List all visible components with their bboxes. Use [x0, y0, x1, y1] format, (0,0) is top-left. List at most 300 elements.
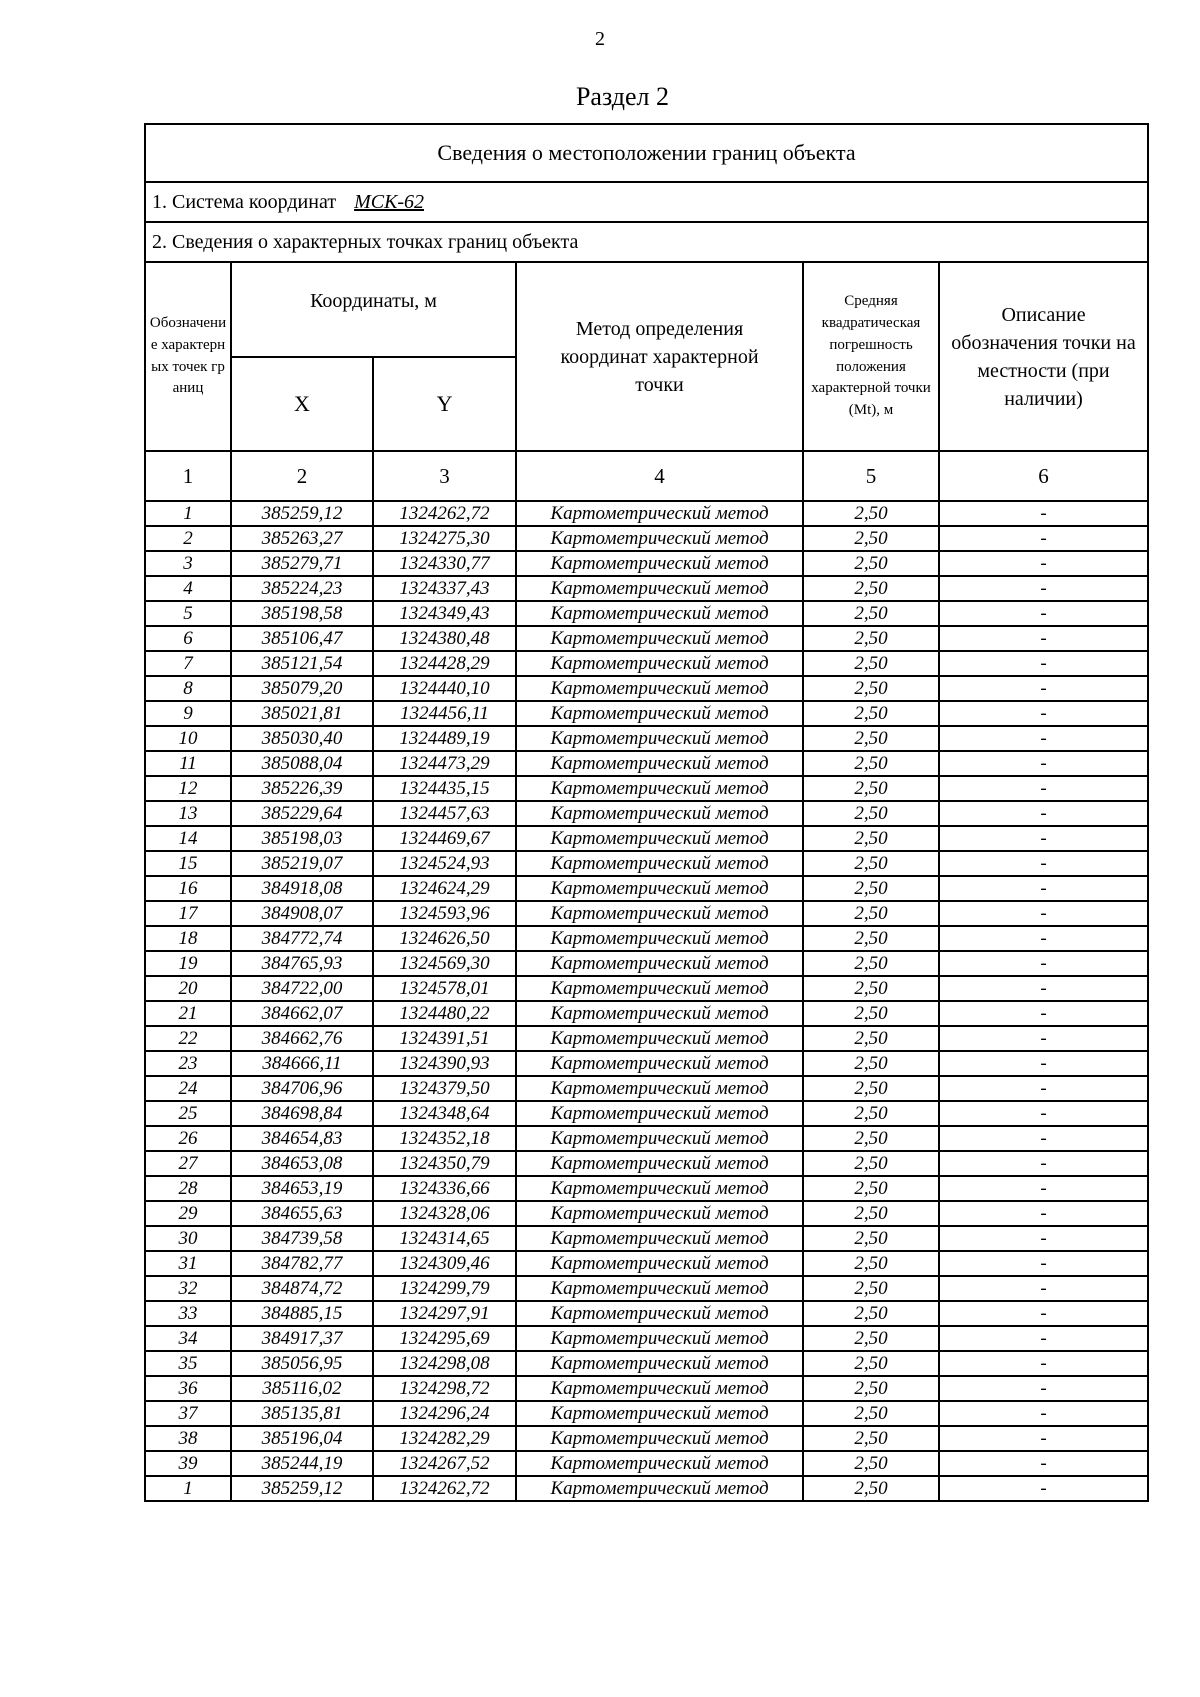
x-cell: 385030,40 — [231, 726, 373, 751]
description-cell: - — [939, 851, 1147, 876]
y-cell: 1324457,63 — [373, 801, 516, 826]
method-cell: Картометрический метод — [516, 1201, 803, 1226]
error-cell: 2,50 — [803, 1401, 939, 1426]
x-cell: 385021,81 — [231, 701, 373, 726]
point-id-cell: 3 — [146, 551, 231, 576]
x-cell: 384765,93 — [231, 951, 373, 976]
table-row — [146, 1101, 1147, 1126]
description-cell: - — [939, 1201, 1147, 1226]
error-cell: 2,50 — [803, 751, 939, 776]
header-error: Средняя квадратическая погрешность положения характерной точки (Mt), м — [803, 263, 939, 451]
description-cell: - — [939, 1126, 1147, 1151]
point-id-cell: 31 — [146, 1251, 231, 1276]
table-row — [146, 1201, 1147, 1226]
error-cell: 2,50 — [803, 1026, 939, 1051]
method-cell: Картометрический метод — [516, 1151, 803, 1176]
method-cell: Картометрический метод — [516, 901, 803, 926]
error-cell: 2,50 — [803, 676, 939, 701]
method-cell: Картометрический метод — [516, 1126, 803, 1151]
error-cell: 2,50 — [803, 1476, 939, 1500]
description-cell: - — [939, 1401, 1147, 1426]
point-id-cell: 16 — [146, 876, 231, 901]
description-cell: - — [939, 726, 1147, 751]
y-cell: 1324435,15 — [373, 776, 516, 801]
y-cell: 1324262,72 — [373, 1476, 516, 1500]
point-id-cell: 12 — [146, 776, 231, 801]
y-cell: 1324314,65 — [373, 1226, 516, 1251]
method-cell: Картометрический метод — [516, 1176, 803, 1201]
y-cell: 1324456,11 — [373, 701, 516, 726]
method-cell: Картометрический метод — [516, 1376, 803, 1401]
method-cell: Картометрический метод — [516, 926, 803, 951]
description-cell: - — [939, 501, 1147, 526]
description-cell: - — [939, 1426, 1147, 1451]
description-cell: - — [939, 676, 1147, 701]
description-cell: - — [939, 976, 1147, 1001]
y-cell: 1324282,29 — [373, 1426, 516, 1451]
table-row — [146, 526, 1147, 551]
point-id-cell: 21 — [146, 1001, 231, 1026]
error-cell: 2,50 — [803, 1376, 939, 1401]
x-cell: 385259,12 — [231, 1476, 373, 1500]
x-cell: 384706,96 — [231, 1076, 373, 1101]
description-cell: - — [939, 1226, 1147, 1251]
x-cell: 385224,23 — [231, 576, 373, 601]
error-cell: 2,50 — [803, 1051, 939, 1076]
error-cell: 2,50 — [803, 1126, 939, 1151]
error-cell: 2,50 — [803, 901, 939, 926]
method-cell: Картометрический метод — [516, 676, 803, 701]
table-row — [146, 1326, 1147, 1351]
error-cell: 2,50 — [803, 926, 939, 951]
point-id-cell: 8 — [146, 676, 231, 701]
description-cell: - — [939, 1276, 1147, 1301]
table-row — [146, 1301, 1147, 1326]
table-row — [146, 1076, 1147, 1101]
x-cell: 384908,07 — [231, 901, 373, 926]
table-row — [146, 551, 1147, 576]
column-number: 3 — [373, 451, 516, 501]
x-cell: 385056,95 — [231, 1351, 373, 1376]
y-cell: 1324440,10 — [373, 676, 516, 701]
method-cell: Картометрический метод — [516, 1351, 803, 1376]
method-cell: Картометрический метод — [516, 951, 803, 976]
table-row — [146, 1351, 1147, 1376]
column-number: 6 — [939, 451, 1147, 501]
point-id-cell: 35 — [146, 1351, 231, 1376]
error-cell: 2,50 — [803, 851, 939, 876]
error-cell: 2,50 — [803, 876, 939, 901]
x-cell: 385263,27 — [231, 526, 373, 551]
x-cell: 384655,63 — [231, 1201, 373, 1226]
y-cell: 1324624,29 — [373, 876, 516, 901]
table-row — [146, 826, 1147, 851]
point-id-cell: 38 — [146, 1426, 231, 1451]
method-cell: Картометрический метод — [516, 1001, 803, 1026]
y-cell: 1324473,29 — [373, 751, 516, 776]
method-cell: Картометрический метод — [516, 501, 803, 526]
point-id-cell: 15 — [146, 851, 231, 876]
description-cell: - — [939, 1101, 1147, 1126]
coord-system-row — [146, 183, 1147, 223]
y-cell: 1324352,18 — [373, 1126, 516, 1151]
error-cell: 2,50 — [803, 726, 939, 751]
description-cell: - — [939, 801, 1147, 826]
error-cell: 2,50 — [803, 951, 939, 976]
table-row — [146, 976, 1147, 1001]
error-cell: 2,50 — [803, 801, 939, 826]
point-id-cell: 29 — [146, 1201, 231, 1226]
method-cell: Картометрический метод — [516, 1326, 803, 1351]
error-cell: 2,50 — [803, 651, 939, 676]
x-cell: 384739,58 — [231, 1226, 373, 1251]
description-cell: - — [939, 1026, 1147, 1051]
method-cell: Картометрический метод — [516, 851, 803, 876]
page-number: 2 — [595, 28, 605, 50]
point-id-cell: 10 — [146, 726, 231, 751]
error-cell: 2,50 — [803, 1301, 939, 1326]
method-cell: Картометрический метод — [516, 1301, 803, 1326]
description-cell: - — [939, 526, 1147, 551]
point-id-cell: 14 — [146, 826, 231, 851]
method-cell: Картометрический метод — [516, 751, 803, 776]
y-cell: 1324349,43 — [373, 601, 516, 626]
table-row — [146, 1401, 1147, 1426]
point-id-cell: 28 — [146, 1176, 231, 1201]
x-cell: 385198,03 — [231, 826, 373, 851]
error-cell: 2,50 — [803, 1076, 939, 1101]
description-cell: - — [939, 1326, 1147, 1351]
x-cell: 385196,04 — [231, 1426, 373, 1451]
point-id-cell: 7 — [146, 651, 231, 676]
method-cell: Картометрический метод — [516, 1476, 803, 1500]
point-id-cell: 1 — [146, 501, 231, 526]
description-cell: - — [939, 1176, 1147, 1201]
point-id-cell: 23 — [146, 1051, 231, 1076]
table-row — [146, 701, 1147, 726]
description-cell: - — [939, 1251, 1147, 1276]
x-cell: 384662,76 — [231, 1026, 373, 1051]
x-cell: 385219,07 — [231, 851, 373, 876]
x-cell: 384653,19 — [231, 1176, 373, 1201]
table-row — [146, 1251, 1147, 1276]
x-cell: 385106,47 — [231, 626, 373, 651]
table-row — [146, 501, 1147, 526]
x-cell: 384772,74 — [231, 926, 373, 951]
description-cell: - — [939, 901, 1147, 926]
y-cell: 1324524,93 — [373, 851, 516, 876]
description-cell: - — [939, 926, 1147, 951]
description-cell: - — [939, 626, 1147, 651]
y-cell: 1324309,46 — [373, 1251, 516, 1276]
description-cell: - — [939, 1451, 1147, 1476]
x-cell: 384874,72 — [231, 1276, 373, 1301]
table-row — [146, 1226, 1147, 1251]
table-row — [146, 1151, 1147, 1176]
table-row — [146, 1026, 1147, 1051]
description-cell: - — [939, 1476, 1147, 1500]
y-cell: 1324380,48 — [373, 626, 516, 651]
x-cell: 385244,19 — [231, 1451, 373, 1476]
x-cell: 384885,15 — [231, 1301, 373, 1326]
section-title: Раздел 2 — [575, 82, 670, 111]
error-cell: 2,50 — [803, 826, 939, 851]
y-cell: 1324428,29 — [373, 651, 516, 676]
description-cell: - — [939, 1076, 1147, 1101]
x-cell: 385079,20 — [231, 676, 373, 701]
column-number: 4 — [516, 451, 803, 501]
y-cell: 1324569,30 — [373, 951, 516, 976]
error-cell: 2,50 — [803, 526, 939, 551]
column-number: 5 — [803, 451, 939, 501]
table-row — [146, 851, 1147, 876]
header-y: Y — [373, 357, 516, 451]
method-cell: Картометрический метод — [516, 651, 803, 676]
point-id-cell: 4 — [146, 576, 231, 601]
header-description: Описание обозначения точки на местности (при наличии) — [939, 263, 1147, 451]
error-cell: 2,50 — [803, 1176, 939, 1201]
point-id-cell: 1 — [146, 1476, 231, 1500]
point-id-cell: 27 — [146, 1151, 231, 1176]
point-id-cell: 19 — [146, 951, 231, 976]
point-id-cell: 18 — [146, 926, 231, 951]
header-designation: Обозначение характерных точек границ — [146, 263, 231, 451]
point-id-cell: 22 — [146, 1026, 231, 1051]
error-cell: 2,50 — [803, 1226, 939, 1251]
method-cell: Картометрический метод — [516, 626, 803, 651]
table-row — [146, 601, 1147, 626]
y-cell: 1324296,24 — [373, 1401, 516, 1426]
y-cell: 1324295,69 — [373, 1326, 516, 1351]
y-cell: 1324330,77 — [373, 551, 516, 576]
y-cell: 1324275,30 — [373, 526, 516, 551]
form-heading: Сведения о местоположении границ объекта — [146, 125, 1147, 183]
description-cell: - — [939, 601, 1147, 626]
x-cell: 384666,11 — [231, 1051, 373, 1076]
x-cell: 385229,64 — [231, 801, 373, 826]
table-row — [146, 751, 1147, 776]
point-id-cell: 6 — [146, 626, 231, 651]
description-cell: - — [939, 876, 1147, 901]
point-id-cell: 26 — [146, 1126, 231, 1151]
point-id-cell: 33 — [146, 1301, 231, 1326]
description-cell: - — [939, 951, 1147, 976]
table-row — [146, 651, 1147, 676]
y-cell: 1324298,08 — [373, 1351, 516, 1376]
table-row — [146, 776, 1147, 801]
method-cell: Картометрический метод — [516, 1251, 803, 1276]
description-cell: - — [939, 551, 1147, 576]
table-row — [146, 1001, 1147, 1026]
error-cell: 2,50 — [803, 501, 939, 526]
method-cell: Картометрический метод — [516, 526, 803, 551]
coord-system-value: МСК-62 — [354, 191, 425, 213]
y-cell: 1324391,51 — [373, 1026, 516, 1051]
point-id-cell: 30 — [146, 1226, 231, 1251]
y-cell: 1324480,22 — [373, 1001, 516, 1026]
error-cell: 2,50 — [803, 776, 939, 801]
point-id-cell: 25 — [146, 1101, 231, 1126]
x-cell: 384654,83 — [231, 1126, 373, 1151]
error-cell: 2,50 — [803, 1451, 939, 1476]
description-cell: - — [939, 1351, 1147, 1376]
point-id-cell: 34 — [146, 1326, 231, 1351]
table-row — [146, 901, 1147, 926]
error-cell: 2,50 — [803, 1351, 939, 1376]
y-cell: 1324262,72 — [373, 501, 516, 526]
method-cell: Картометрический метод — [516, 826, 803, 851]
point-id-cell: 32 — [146, 1276, 231, 1301]
method-cell: Картометрический метод — [516, 1026, 803, 1051]
description-cell: - — [939, 776, 1147, 801]
y-cell: 1324469,67 — [373, 826, 516, 851]
point-id-cell: 9 — [146, 701, 231, 726]
point-id-cell: 11 — [146, 751, 231, 776]
error-cell: 2,50 — [803, 1251, 939, 1276]
x-cell: 385259,12 — [231, 501, 373, 526]
description-cell: - — [939, 701, 1147, 726]
description-cell: - — [939, 1051, 1147, 1076]
x-cell: 385116,02 — [231, 1376, 373, 1401]
y-cell: 1324350,79 — [373, 1151, 516, 1176]
point-id-cell: 13 — [146, 801, 231, 826]
method-cell: Картометрический метод — [516, 976, 803, 1001]
point-id-cell: 17 — [146, 901, 231, 926]
error-cell: 2,50 — [803, 1101, 939, 1126]
point-id-cell: 39 — [146, 1451, 231, 1476]
table-row — [146, 801, 1147, 826]
error-cell: 2,50 — [803, 551, 939, 576]
error-cell: 2,50 — [803, 1426, 939, 1451]
y-cell: 1324578,01 — [373, 976, 516, 1001]
description-cell: - — [939, 651, 1147, 676]
y-cell: 1324379,50 — [373, 1076, 516, 1101]
column-number: 2 — [231, 451, 373, 501]
table-row — [146, 576, 1147, 601]
x-cell: 385198,58 — [231, 601, 373, 626]
y-cell: 1324297,91 — [373, 1301, 516, 1326]
table-row — [146, 876, 1147, 901]
error-cell: 2,50 — [803, 601, 939, 626]
column-number: 1 — [146, 451, 231, 501]
coord-system-label: 1. Система координат — [152, 191, 337, 213]
boundary-form — [144, 123, 1149, 1502]
description-cell: - — [939, 576, 1147, 601]
error-cell: 2,50 — [803, 976, 939, 1001]
header-coordinates: Координаты, м — [231, 263, 516, 357]
y-cell: 1324337,43 — [373, 576, 516, 601]
table-row — [146, 1051, 1147, 1076]
x-cell: 385088,04 — [231, 751, 373, 776]
table-row — [146, 1276, 1147, 1301]
method-cell: Картометрический метод — [516, 1226, 803, 1251]
error-cell: 2,50 — [803, 1151, 939, 1176]
table-row — [146, 1451, 1147, 1476]
method-cell: Картометрический метод — [516, 576, 803, 601]
method-cell: Картометрический метод — [516, 1101, 803, 1126]
method-cell: Картометрический метод — [516, 601, 803, 626]
method-cell: Картометрический метод — [516, 801, 803, 826]
x-cell: 384653,08 — [231, 1151, 373, 1176]
description-cell: - — [939, 826, 1147, 851]
column-number-row — [146, 451, 1147, 501]
method-cell: Картометрический метод — [516, 1276, 803, 1301]
points-heading: 2. Сведения о характерных точках границ объекта — [146, 223, 1147, 263]
x-cell: 385121,54 — [231, 651, 373, 676]
error-cell: 2,50 — [803, 1326, 939, 1351]
table-row — [146, 1176, 1147, 1201]
y-cell: 1324267,52 — [373, 1451, 516, 1476]
y-cell: 1324593,96 — [373, 901, 516, 926]
x-cell: 385226,39 — [231, 776, 373, 801]
point-id-cell: 2 — [146, 526, 231, 551]
y-cell: 1324336,66 — [373, 1176, 516, 1201]
table-row — [146, 951, 1147, 976]
header-method: Метод определения координат характерной точки — [516, 263, 803, 451]
y-cell: 1324626,50 — [373, 926, 516, 951]
error-cell: 2,50 — [803, 1201, 939, 1226]
x-cell: 384698,84 — [231, 1101, 373, 1126]
method-cell: Картометрический метод — [516, 876, 803, 901]
table-row — [146, 676, 1147, 701]
description-cell: - — [939, 751, 1147, 776]
x-cell: 385135,81 — [231, 1401, 373, 1426]
point-id-cell: 5 — [146, 601, 231, 626]
point-id-cell: 20 — [146, 976, 231, 1001]
table-row — [146, 626, 1147, 651]
method-cell: Картометрический метод — [516, 1426, 803, 1451]
y-cell: 1324299,79 — [373, 1276, 516, 1301]
table-row — [146, 926, 1147, 951]
method-cell: Картометрический метод — [516, 1451, 803, 1476]
point-id-cell: 36 — [146, 1376, 231, 1401]
x-cell: 384918,08 — [231, 876, 373, 901]
y-cell: 1324489,19 — [373, 726, 516, 751]
x-cell: 384722,00 — [231, 976, 373, 1001]
description-cell: - — [939, 1151, 1147, 1176]
points-table — [146, 263, 1147, 1500]
table-row — [146, 726, 1147, 751]
table-row — [146, 1426, 1147, 1451]
table-row — [146, 1126, 1147, 1151]
method-cell: Картометрический метод — [516, 551, 803, 576]
x-cell: 385279,71 — [231, 551, 373, 576]
table-row — [146, 1476, 1147, 1500]
error-cell: 2,50 — [803, 1276, 939, 1301]
x-cell: 384917,37 — [231, 1326, 373, 1351]
method-cell: Картометрический метод — [516, 1076, 803, 1101]
y-cell: 1324298,72 — [373, 1376, 516, 1401]
error-cell: 2,50 — [803, 1001, 939, 1026]
x-cell: 384662,07 — [231, 1001, 373, 1026]
header-x: X — [231, 357, 373, 451]
method-cell: Картометрический метод — [516, 776, 803, 801]
error-cell: 2,50 — [803, 576, 939, 601]
point-id-cell: 24 — [146, 1076, 231, 1101]
y-cell: 1324328,06 — [373, 1201, 516, 1226]
y-cell: 1324348,64 — [373, 1101, 516, 1126]
description-cell: - — [939, 1376, 1147, 1401]
description-cell: - — [939, 1301, 1147, 1326]
description-cell: - — [939, 1001, 1147, 1026]
method-cell: Картометрический метод — [516, 726, 803, 751]
point-id-cell: 37 — [146, 1401, 231, 1426]
x-cell: 384782,77 — [231, 1251, 373, 1276]
error-cell: 2,50 — [803, 701, 939, 726]
method-cell: Картометрический метод — [516, 701, 803, 726]
y-cell: 1324390,93 — [373, 1051, 516, 1076]
error-cell: 2,50 — [803, 626, 939, 651]
